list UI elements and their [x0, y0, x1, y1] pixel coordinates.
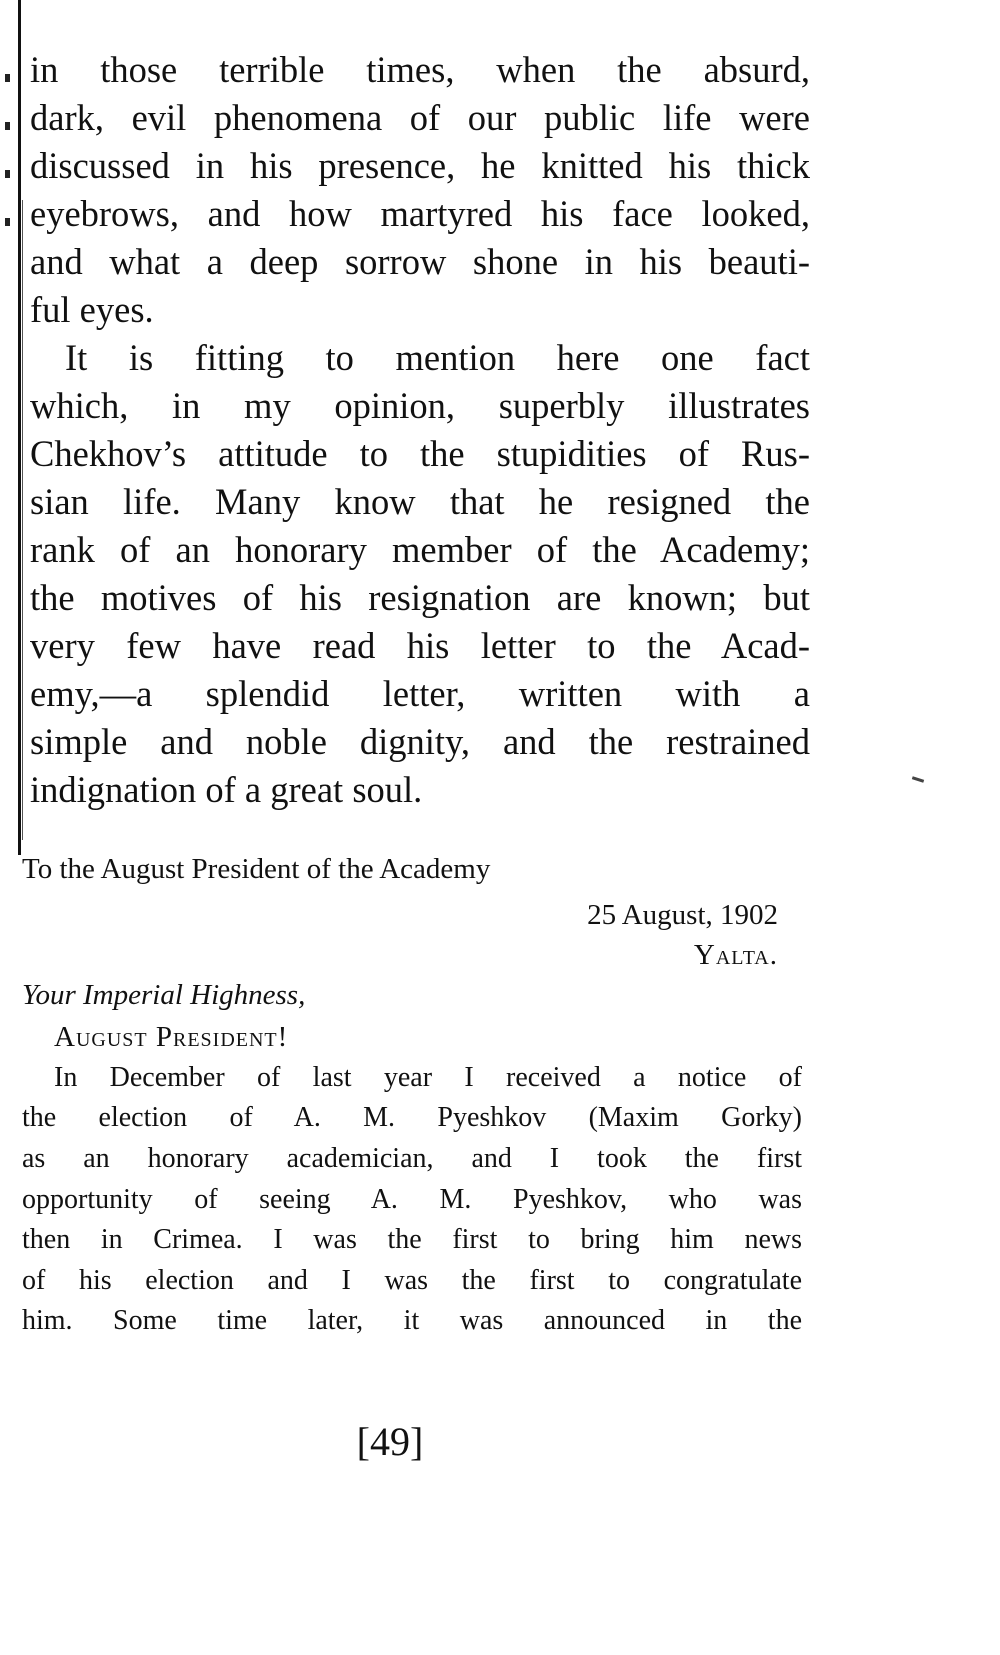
- passage-line: the motives of his resignation are known; but: [30, 577, 810, 618]
- passage-line: sian life. Many know that he resigned the: [30, 481, 810, 522]
- letter-line: opportunity of seeing A. M. Pyeshkov, who was: [22, 1184, 802, 1215]
- letter-line: then in Crimea. I was the first to bring him news: [22, 1224, 802, 1255]
- letter-place: Yalta.: [693, 939, 778, 971]
- margin-mark: [5, 170, 10, 178]
- passage-line: simple and noble dignity, and the restrained: [30, 721, 810, 762]
- passage-line: very few have read his letter to the Acad-: [30, 625, 810, 666]
- passage-line: rank of an honorary member of the Academy;: [30, 529, 810, 570]
- passage-line: ful eyes.: [30, 289, 154, 330]
- margin-mark: [5, 122, 10, 130]
- letter-line: as an honorary academician, and I took the first: [22, 1143, 802, 1174]
- passage-line: in those terrible times, when the absurd,: [30, 49, 810, 90]
- letter-line: him. Some time later, it was announced in the: [22, 1305, 802, 1336]
- page-number: [49]: [356, 1419, 424, 1464]
- passage-line: indignation of a great soul.: [30, 769, 423, 810]
- passage-line: discussed in his presence, he knitted his thick: [30, 145, 810, 186]
- passage-line: It is fitting to mention here one fact: [65, 337, 810, 378]
- scan-speck: [912, 776, 924, 783]
- letter-title: August President!: [54, 1021, 289, 1053]
- margin-mark: [5, 74, 10, 82]
- letter-addressee: To the August President of the Academy: [22, 853, 491, 885]
- letter-salutation: Your Imperial Highness,: [22, 979, 306, 1011]
- passage-line: which, in my opinion, superbly illustrates: [30, 385, 810, 426]
- margin-mark: [5, 218, 10, 226]
- passage-line: emy,—a splendid letter, written with a: [30, 673, 810, 714]
- letter-line: the election of A. M. Pyeshkov (Maxim Gorky): [22, 1102, 802, 1133]
- passage-line: eyebrows, and how martyred his face looked,: [30, 193, 810, 234]
- page-scan-edge-shadow: [22, 200, 23, 840]
- passage-line: and what a deep sorrow shone in his beauti-: [30, 241, 810, 282]
- letter-line: In December of last year I received a notice of: [54, 1062, 802, 1093]
- letter-date: 25 August, 1902: [587, 899, 778, 931]
- passage-line: dark, evil phenomena of our public life were: [30, 97, 810, 138]
- page-scan-edge: [18, 0, 21, 855]
- passage-line: Chekhov’s attitude to the stupidities of Rus-: [30, 433, 810, 474]
- letter-line: of his election and I was the first to congratulate: [22, 1265, 802, 1296]
